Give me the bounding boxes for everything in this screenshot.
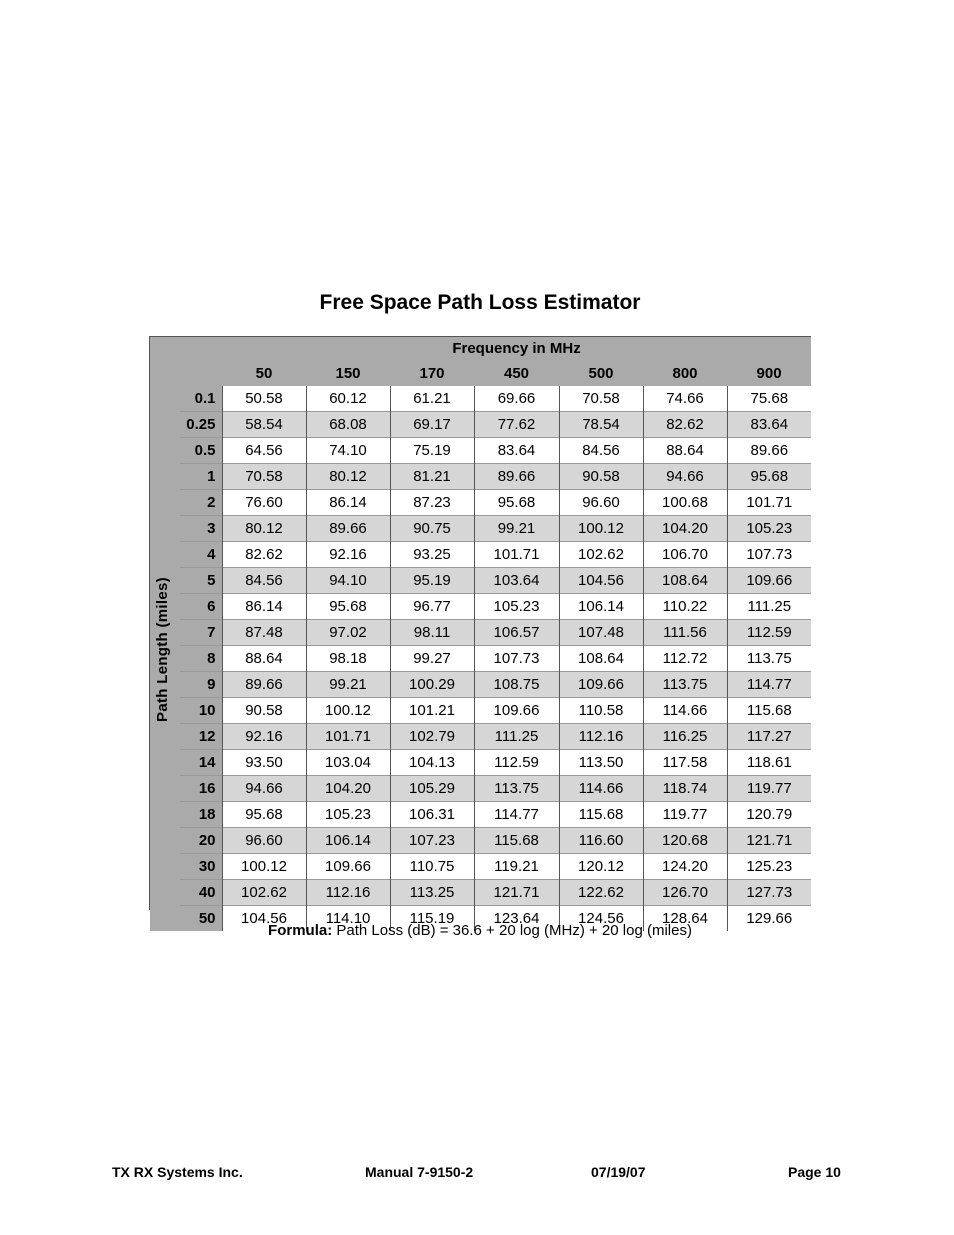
row-label: 0.5 — [180, 438, 222, 464]
table-cell: 93.25 — [390, 542, 474, 568]
table-cell: 106.14 — [306, 828, 390, 854]
table-cell: 70.58 — [222, 464, 306, 490]
header-frequency-row — [150, 361, 811, 386]
table-cell: 88.64 — [222, 646, 306, 672]
table-cell: 113.25 — [390, 880, 474, 906]
table-cell: 74.10 — [306, 438, 390, 464]
table-cell: 117.27 — [727, 724, 811, 750]
table-cell: 108.64 — [643, 568, 727, 594]
table-cell: 82.62 — [222, 542, 306, 568]
table-cell: 98.11 — [390, 620, 474, 646]
table-cell: 114.77 — [727, 672, 811, 698]
column-header-150: 150 — [306, 361, 390, 386]
formula-line — [0, 922, 954, 939]
row-label: 20 — [180, 828, 222, 854]
table-cell: 78.54 — [559, 412, 643, 438]
table-cell: 100.29 — [390, 672, 474, 698]
table-cell: 75.68 — [727, 386, 811, 412]
table-cell: 107.73 — [474, 646, 559, 672]
row-label: 40 — [180, 880, 222, 906]
table-cell: 104.20 — [643, 516, 727, 542]
table-cell: 107.73 — [727, 542, 811, 568]
table-cell: 102.62 — [222, 880, 306, 906]
table-cell: 126.70 — [643, 880, 727, 906]
table-cell: 105.23 — [306, 802, 390, 828]
row-label: 12 — [180, 724, 222, 750]
path-loss-grid — [150, 337, 811, 931]
column-header-170: 170 — [390, 361, 474, 386]
header-group-row — [150, 337, 811, 361]
table-cell: 69.66 — [474, 386, 559, 412]
table-cell: 121.71 — [727, 828, 811, 854]
table-cell: 119.21 — [474, 854, 559, 880]
table-cell: 76.60 — [222, 490, 306, 516]
table-cell: 119.77 — [727, 776, 811, 802]
table-row — [150, 880, 811, 906]
table-cell: 120.12 — [559, 854, 643, 880]
table-row — [150, 802, 811, 828]
table-cell: 90.58 — [222, 698, 306, 724]
table-cell: 116.25 — [643, 724, 727, 750]
table-cell: 95.68 — [727, 464, 811, 490]
table-cell: 92.16 — [306, 542, 390, 568]
table-cell: 111.56 — [643, 620, 727, 646]
table-cell: 111.25 — [727, 594, 811, 620]
table-cell: 81.21 — [390, 464, 474, 490]
table-row — [150, 542, 811, 568]
footer-company: TX RX Systems Inc. — [112, 1164, 243, 1180]
table-cell: 69.17 — [390, 412, 474, 438]
table-cell: 101.71 — [306, 724, 390, 750]
table-cell: 112.72 — [643, 646, 727, 672]
table-cell: 89.66 — [222, 672, 306, 698]
footer-manual: Manual 7-9150-2 — [365, 1164, 474, 1180]
table-cell: 118.74 — [643, 776, 727, 802]
table-cell: 113.75 — [727, 646, 811, 672]
table-cell: 102.62 — [559, 542, 643, 568]
table-cell: 114.10 — [306, 906, 390, 932]
column-header-800: 800 — [643, 361, 727, 386]
table-cell: 86.14 — [222, 594, 306, 620]
table-cell: 109.66 — [474, 698, 559, 724]
table-cell: 129.66 — [727, 906, 811, 932]
table-cell: 114.66 — [643, 698, 727, 724]
path-loss-table — [149, 336, 811, 927]
table-row — [150, 724, 811, 750]
table-cell: 100.12 — [306, 698, 390, 724]
table-cell: 118.61 — [727, 750, 811, 776]
table-row — [150, 490, 811, 516]
table-cell: 106.57 — [474, 620, 559, 646]
table-cell: 58.54 — [222, 412, 306, 438]
table-cell: 119.77 — [643, 802, 727, 828]
table-cell: 108.64 — [559, 646, 643, 672]
row-label: 9 — [180, 672, 222, 698]
table-cell: 115.19 — [390, 906, 474, 932]
table-row — [150, 776, 811, 802]
table-row — [150, 828, 811, 854]
table-cell: 102.79 — [390, 724, 474, 750]
row-axis-label-text: Path Length (miles) — [153, 576, 171, 722]
formula-text: Path Loss (dB) = 36.6 + 20 log (MHz) + 20 log (miles) — [336, 922, 692, 939]
table-row — [150, 438, 811, 464]
column-group-label: Frequency in MHz — [222, 337, 811, 361]
table-cell: 106.70 — [643, 542, 727, 568]
table-cell: 115.68 — [474, 828, 559, 854]
column-header-450: 450 — [474, 361, 559, 386]
table-cell: 121.71 — [474, 880, 559, 906]
corner-cell — [150, 337, 222, 386]
table-cell: 115.68 — [559, 802, 643, 828]
table-cell: 101.71 — [474, 542, 559, 568]
table-cell: 105.23 — [474, 594, 559, 620]
table-cell: 103.64 — [474, 568, 559, 594]
table-cell: 108.75 — [474, 672, 559, 698]
table-cell: 68.08 — [306, 412, 390, 438]
table-cell: 98.18 — [306, 646, 390, 672]
row-axis-label — [152, 387, 172, 911]
table-cell: 96.60 — [559, 490, 643, 516]
table-cell: 60.12 — [306, 386, 390, 412]
row-label: 10 — [180, 698, 222, 724]
table-cell: 113.50 — [559, 750, 643, 776]
table-cell: 104.56 — [559, 568, 643, 594]
table-row — [150, 698, 811, 724]
table-cell: 115.68 — [727, 698, 811, 724]
table-cell: 112.16 — [306, 880, 390, 906]
table-cell: 104.56 — [222, 906, 306, 932]
table-cell: 83.64 — [727, 412, 811, 438]
column-header-900: 900 — [727, 361, 811, 386]
table-cell: 86.14 — [306, 490, 390, 516]
table-cell: 104.13 — [390, 750, 474, 776]
table-cell: 107.48 — [559, 620, 643, 646]
row-label: 1 — [180, 464, 222, 490]
column-header-500: 500 — [559, 361, 643, 386]
table-cell: 100.12 — [559, 516, 643, 542]
table-cell: 75.19 — [390, 438, 474, 464]
table-cell: 107.23 — [390, 828, 474, 854]
table-cell: 99.21 — [474, 516, 559, 542]
footer-page: Page 10 — [788, 1164, 841, 1180]
table-cell: 90.75 — [390, 516, 474, 542]
table-cell: 80.12 — [222, 516, 306, 542]
table-cell: 112.59 — [474, 750, 559, 776]
table-cell: 87.48 — [222, 620, 306, 646]
table-cell: 112.59 — [727, 620, 811, 646]
table-cell: 80.12 — [306, 464, 390, 490]
table-cell: 96.60 — [222, 828, 306, 854]
table-cell: 104.20 — [306, 776, 390, 802]
table-cell: 127.73 — [727, 880, 811, 906]
table-cell: 94.10 — [306, 568, 390, 594]
table-cell: 106.31 — [390, 802, 474, 828]
table-cell: 112.16 — [559, 724, 643, 750]
row-label: 30 — [180, 854, 222, 880]
table-cell: 122.62 — [559, 880, 643, 906]
table-cell: 109.66 — [306, 854, 390, 880]
table-cell: 110.75 — [390, 854, 474, 880]
table-cell: 95.68 — [222, 802, 306, 828]
table-cell: 50.58 — [222, 386, 306, 412]
table-row — [150, 854, 811, 880]
formula-label: Formula: — [268, 922, 333, 939]
table-row — [150, 646, 811, 672]
table-row — [150, 568, 811, 594]
table-cell: 99.21 — [306, 672, 390, 698]
table-cell: 124.56 — [559, 906, 643, 932]
table-cell: 70.58 — [559, 386, 643, 412]
table-cell: 77.62 — [474, 412, 559, 438]
table-cell: 94.66 — [643, 464, 727, 490]
row-label: 4 — [180, 542, 222, 568]
table-cell: 110.58 — [559, 698, 643, 724]
page-title: Free Space Path Loss Estimator — [319, 291, 641, 314]
table-cell: 100.68 — [643, 490, 727, 516]
table-row — [150, 464, 811, 490]
row-label: 0.1 — [180, 386, 222, 412]
table-cell: 106.14 — [559, 594, 643, 620]
table-cell: 74.66 — [643, 386, 727, 412]
table-cell: 105.29 — [390, 776, 474, 802]
table-row — [150, 594, 811, 620]
table-cell: 116.60 — [559, 828, 643, 854]
table-row — [150, 672, 811, 698]
row-label: 2 — [180, 490, 222, 516]
row-label: 0.25 — [180, 412, 222, 438]
table-cell: 96.77 — [390, 594, 474, 620]
table-cell: 61.21 — [390, 386, 474, 412]
row-label: 18 — [180, 802, 222, 828]
table-cell: 114.77 — [474, 802, 559, 828]
table-row — [150, 620, 811, 646]
table-cell: 123.64 — [474, 906, 559, 932]
row-label: 5 — [180, 568, 222, 594]
table-row — [150, 516, 811, 542]
table-cell: 95.68 — [306, 594, 390, 620]
table-cell: 120.68 — [643, 828, 727, 854]
table-cell: 82.62 — [643, 412, 727, 438]
table-cell: 120.79 — [727, 802, 811, 828]
table-cell: 101.21 — [390, 698, 474, 724]
table-row — [150, 412, 811, 438]
table-cell: 84.56 — [222, 568, 306, 594]
row-label: 16 — [180, 776, 222, 802]
table-cell: 95.68 — [474, 490, 559, 516]
row-label: 3 — [180, 516, 222, 542]
table-cell: 100.12 — [222, 854, 306, 880]
table-cell: 110.22 — [643, 594, 727, 620]
table-cell: 92.16 — [222, 724, 306, 750]
table-cell: 125.23 — [727, 854, 811, 880]
table-row — [150, 386, 811, 412]
table-cell: 103.04 — [306, 750, 390, 776]
table-cell: 111.25 — [474, 724, 559, 750]
table-cell: 87.23 — [390, 490, 474, 516]
table-cell: 124.20 — [643, 854, 727, 880]
table-cell: 89.66 — [474, 464, 559, 490]
row-label: 8 — [180, 646, 222, 672]
table-cell: 64.56 — [222, 438, 306, 464]
table-cell: 88.64 — [643, 438, 727, 464]
row-label: 50 — [180, 906, 222, 932]
row-label: 14 — [180, 750, 222, 776]
row-label: 7 — [180, 620, 222, 646]
table-cell: 90.58 — [559, 464, 643, 490]
table-cell: 84.56 — [559, 438, 643, 464]
footer-date: 07/19/07 — [591, 1164, 646, 1180]
table-cell: 109.66 — [727, 568, 811, 594]
table-cell: 109.66 — [559, 672, 643, 698]
column-header-50: 50 — [222, 361, 306, 386]
table-cell: 95.19 — [390, 568, 474, 594]
table-cell: 113.75 — [474, 776, 559, 802]
table-cell: 89.66 — [306, 516, 390, 542]
table-cell: 105.23 — [727, 516, 811, 542]
table-row — [150, 750, 811, 776]
table-cell: 101.71 — [727, 490, 811, 516]
table-cell: 117.58 — [643, 750, 727, 776]
table-cell: 93.50 — [222, 750, 306, 776]
table-cell: 97.02 — [306, 620, 390, 646]
table-cell: 114.66 — [559, 776, 643, 802]
table-cell: 99.27 — [390, 646, 474, 672]
table-cell: 113.75 — [643, 672, 727, 698]
table-cell: 128.64 — [643, 906, 727, 932]
row-label: 6 — [180, 594, 222, 620]
table-cell: 83.64 — [474, 438, 559, 464]
table-cell: 89.66 — [727, 438, 811, 464]
table-cell: 94.66 — [222, 776, 306, 802]
